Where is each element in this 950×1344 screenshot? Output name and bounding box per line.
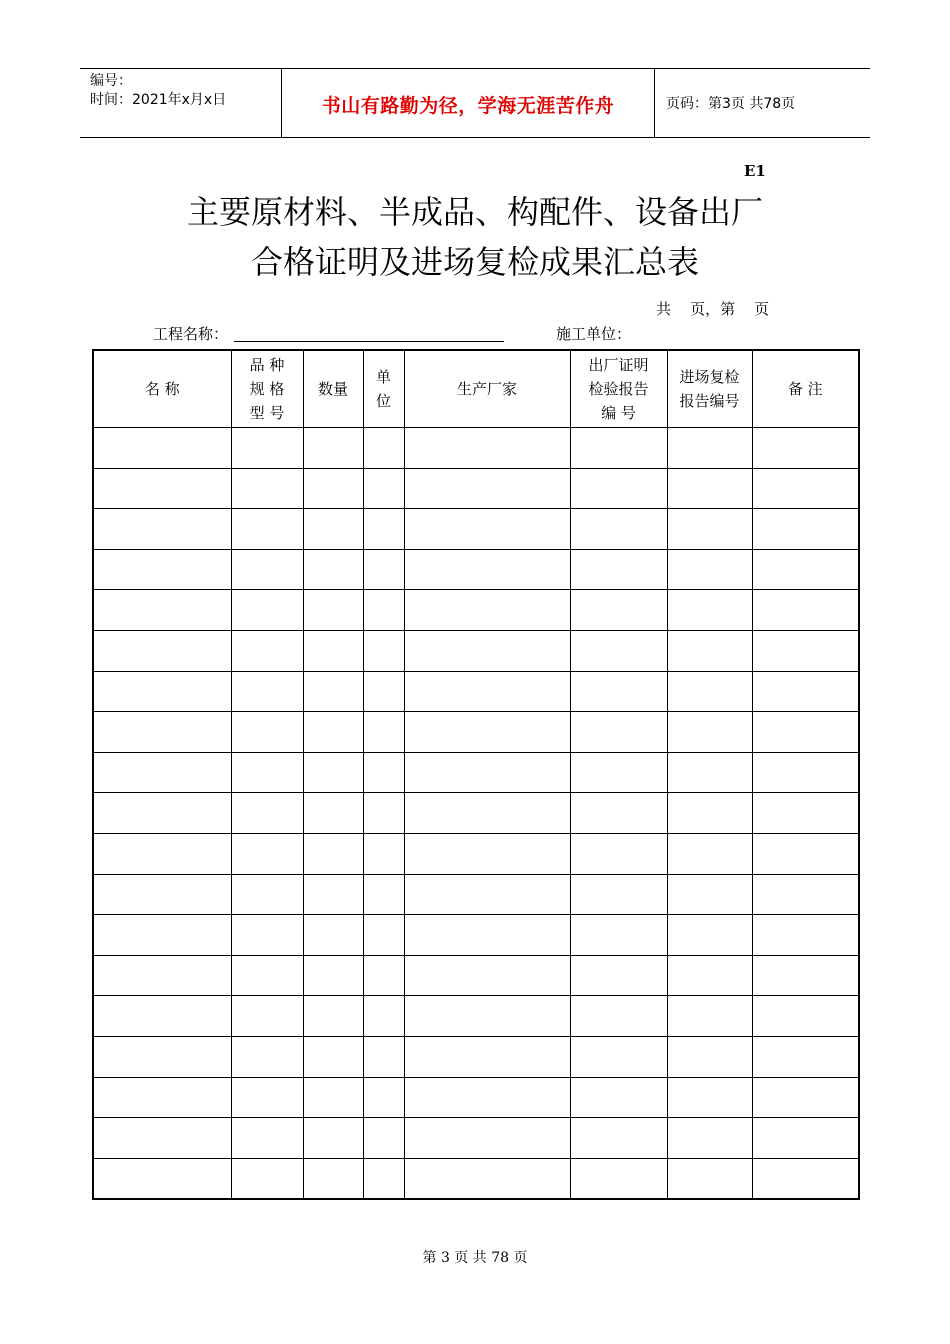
table-cell[interactable] (570, 793, 667, 834)
table-cell[interactable] (93, 630, 231, 671)
table-cell[interactable] (667, 996, 752, 1037)
table-cell[interactable] (93, 428, 231, 469)
header-page-info: 页码：第3页 共78页 (666, 96, 796, 112)
table-cell[interactable] (752, 874, 859, 915)
column-header-text: 备 注 (787, 380, 823, 398)
table-cell[interactable] (303, 793, 363, 834)
table-cell[interactable] (363, 833, 404, 874)
table-cell[interactable] (231, 630, 303, 671)
table-cell[interactable] (303, 1158, 363, 1199)
contractor-label: 施工单位： (556, 325, 632, 343)
table-row (93, 1158, 859, 1199)
table-row (93, 752, 859, 793)
table-cell[interactable] (303, 1036, 363, 1077)
table-cell[interactable] (404, 549, 570, 590)
form-title-line-1: 主要原材料、半成品、构配件、设备出厂 (186, 193, 763, 231)
table-cell[interactable] (303, 428, 363, 469)
table-cell[interactable] (570, 955, 667, 996)
document-header (80, 68, 870, 138)
table-cell[interactable] (93, 833, 231, 874)
table-cell[interactable] (303, 915, 363, 956)
table-cell[interactable] (231, 752, 303, 793)
table-cell[interactable] (667, 874, 752, 915)
table-cell[interactable] (93, 712, 231, 753)
table-cell[interactable] (363, 915, 404, 956)
table-cell[interactable] (363, 1118, 404, 1159)
table-cell[interactable] (570, 590, 667, 631)
table-row (93, 509, 859, 550)
table-row (93, 1118, 859, 1159)
table-cell[interactable] (752, 509, 859, 550)
table-cell[interactable] (363, 468, 404, 509)
table-cell[interactable] (363, 874, 404, 915)
table-cell[interactable] (363, 996, 404, 1037)
column-header-text: 检验报告 (588, 380, 649, 398)
table-cell[interactable] (667, 712, 752, 753)
column-header-text: 编 号 (601, 404, 636, 422)
column-header (752, 350, 859, 428)
table-cell[interactable] (752, 955, 859, 996)
column-header-text: 型 号 (249, 404, 285, 422)
table-cell[interactable] (752, 549, 859, 590)
table-cell[interactable] (667, 833, 752, 874)
table-cell[interactable] (363, 630, 404, 671)
table-cell[interactable] (303, 509, 363, 550)
table-cell[interactable] (363, 1158, 404, 1199)
table-row (93, 630, 859, 671)
table-cell[interactable] (231, 590, 303, 631)
table-cell[interactable] (570, 1118, 667, 1159)
table-cell[interactable] (404, 509, 570, 550)
table-cell[interactable] (93, 509, 231, 550)
table-cell[interactable] (752, 833, 859, 874)
table-cell[interactable] (93, 955, 231, 996)
table-cell[interactable] (231, 996, 303, 1037)
header-divider (654, 69, 655, 137)
table-cell[interactable] (570, 915, 667, 956)
table-cell[interactable] (404, 996, 570, 1037)
table-cell[interactable] (231, 671, 303, 712)
table-cell[interactable] (667, 752, 752, 793)
table-cell[interactable] (570, 671, 667, 712)
table-row (93, 996, 859, 1037)
table-row (93, 468, 859, 509)
table-cell[interactable] (752, 1036, 859, 1077)
table-cell[interactable] (570, 996, 667, 1037)
table-row (93, 1036, 859, 1077)
table-cell[interactable] (667, 549, 752, 590)
table-cell[interactable] (93, 468, 231, 509)
table-cell[interactable] (231, 1077, 303, 1118)
table-cell[interactable] (303, 833, 363, 874)
table-cell[interactable] (404, 955, 570, 996)
table-cell[interactable] (231, 468, 303, 509)
table-cell[interactable] (667, 509, 752, 550)
table-cell[interactable] (363, 712, 404, 753)
table-cell[interactable] (93, 1118, 231, 1159)
column-header-text: 规 格 (249, 380, 285, 398)
table-cell[interactable] (667, 428, 752, 469)
table-cell[interactable] (404, 874, 570, 915)
table-cell[interactable] (570, 1077, 667, 1118)
column-header (404, 350, 570, 428)
table-cell[interactable] (231, 874, 303, 915)
table-cell[interactable] (231, 793, 303, 834)
table-cell[interactable] (667, 671, 752, 712)
table-cell[interactable] (231, 955, 303, 996)
column-header-text: 出厂证明 (588, 356, 649, 374)
table-cell[interactable] (93, 549, 231, 590)
table-cell[interactable] (231, 428, 303, 469)
form-title-line-2: 合格证明及进场复检成果汇总表 (250, 243, 699, 281)
project-name-label: 工程名称： (153, 325, 229, 343)
table-row (93, 428, 859, 469)
materials-summary-table (92, 349, 860, 1200)
table-cell[interactable] (752, 590, 859, 631)
table-cell[interactable] (570, 712, 667, 753)
table-cell[interactable] (231, 509, 303, 550)
column-header-text: 进场复检 (679, 368, 740, 386)
table-cell[interactable] (404, 712, 570, 753)
table-cell[interactable] (93, 671, 231, 712)
table-cell[interactable] (752, 428, 859, 469)
table-cell[interactable] (667, 590, 752, 631)
table-cell[interactable] (667, 1158, 752, 1199)
table-cell[interactable] (570, 549, 667, 590)
column-header-text: 报告编号 (679, 392, 740, 410)
table-cell[interactable] (404, 1118, 570, 1159)
table-cell[interactable] (93, 996, 231, 1037)
table-cell[interactable] (667, 955, 752, 996)
table-cell[interactable] (303, 1077, 363, 1118)
form-code: E1 (744, 162, 766, 180)
table-cell[interactable] (231, 915, 303, 956)
table-cell[interactable] (93, 752, 231, 793)
table-row (93, 1077, 859, 1118)
table-cell[interactable] (363, 752, 404, 793)
column-header (231, 350, 303, 428)
table-cell[interactable] (303, 630, 363, 671)
table-cell[interactable] (667, 468, 752, 509)
table-cell[interactable] (404, 1158, 570, 1199)
table-cell[interactable] (404, 1077, 570, 1118)
table-cell[interactable] (303, 752, 363, 793)
table-cell[interactable] (231, 549, 303, 590)
table-cell[interactable] (752, 712, 859, 753)
table-row (93, 549, 859, 590)
table-cell[interactable] (752, 1158, 859, 1199)
table-cell[interactable] (667, 915, 752, 956)
table-cell[interactable] (231, 1158, 303, 1199)
table-cell[interactable] (570, 1158, 667, 1199)
table-cell[interactable] (404, 428, 570, 469)
table-cell[interactable] (93, 915, 231, 956)
table-cell[interactable] (570, 1036, 667, 1077)
table-cell[interactable] (570, 833, 667, 874)
table-cell[interactable] (231, 1118, 303, 1159)
table-cell[interactable] (363, 509, 404, 550)
table-cell[interactable] (752, 752, 859, 793)
project-name-fill-line (234, 341, 504, 342)
table-body (93, 428, 859, 1200)
table-row (93, 712, 859, 753)
column-header-text: 生产厂家 (456, 380, 517, 398)
table-cell[interactable] (93, 1036, 231, 1077)
table-cell[interactable] (667, 630, 752, 671)
column-header-text: 名 称 (144, 380, 180, 398)
column-header (363, 350, 404, 428)
column-header (93, 350, 231, 428)
table-cell[interactable] (303, 468, 363, 509)
table-cell[interactable] (667, 793, 752, 834)
table-cell[interactable] (667, 1077, 752, 1118)
table-cell[interactable] (570, 874, 667, 915)
table-cell[interactable] (404, 1036, 570, 1077)
table-cell[interactable] (752, 793, 859, 834)
table-cell[interactable] (404, 915, 570, 956)
column-header-text: 品 种 (249, 356, 285, 374)
time-label: 时间：2021年x月x日 (90, 92, 227, 108)
table-row (93, 590, 859, 631)
column-header-text: 位 (375, 392, 391, 410)
table-cell[interactable] (363, 793, 404, 834)
table-cell[interactable] (363, 428, 404, 469)
table-cell[interactable] (404, 590, 570, 631)
table-cell[interactable] (93, 1158, 231, 1199)
table-cell[interactable] (231, 712, 303, 753)
table-cell[interactable] (231, 1036, 303, 1077)
table-cell[interactable] (231, 833, 303, 874)
table-cell[interactable] (570, 752, 667, 793)
table-cell[interactable] (752, 630, 859, 671)
column-header (667, 350, 752, 428)
table-cell[interactable] (303, 955, 363, 996)
column-header-text: 单 (375, 368, 391, 386)
table-cell[interactable] (93, 874, 231, 915)
table-cell[interactable] (570, 509, 667, 550)
table-cell[interactable] (363, 549, 404, 590)
table-cell[interactable] (404, 468, 570, 509)
table-cell[interactable] (363, 1036, 404, 1077)
table-cell[interactable] (667, 1036, 752, 1077)
column-header (570, 350, 667, 428)
table-cell[interactable] (404, 752, 570, 793)
table-cell[interactable] (303, 671, 363, 712)
table-cell[interactable] (752, 915, 859, 956)
header-meta (90, 72, 226, 110)
table-cell[interactable] (363, 590, 404, 631)
table-cell[interactable] (752, 1118, 859, 1159)
table-cell[interactable] (303, 712, 363, 753)
column-header (303, 350, 363, 428)
table-cell[interactable] (363, 1077, 404, 1118)
table-cell[interactable] (570, 630, 667, 671)
table-cell[interactable] (752, 1077, 859, 1118)
table-cell[interactable] (570, 428, 667, 469)
table-cell[interactable] (303, 1118, 363, 1159)
table-cell[interactable] (363, 671, 404, 712)
table-cell[interactable] (363, 955, 404, 996)
table-row (93, 833, 859, 874)
page-count-field: 共 页，第 页 (656, 300, 770, 318)
table-cell[interactable] (570, 468, 667, 509)
table-cell[interactable] (404, 793, 570, 834)
table-cell[interactable] (93, 590, 231, 631)
table-cell[interactable] (404, 630, 570, 671)
table-cell[interactable] (667, 1118, 752, 1159)
table-row (93, 915, 859, 956)
table-cell[interactable] (404, 671, 570, 712)
table-cell[interactable] (93, 793, 231, 834)
table-row (93, 671, 859, 712)
table-row (93, 793, 859, 834)
table-cell[interactable] (303, 590, 363, 631)
column-header-text: 数量 (317, 380, 348, 398)
table-row (93, 955, 859, 996)
page-footer: 第 3 页 共 78 页 (422, 1250, 528, 1266)
table-cell[interactable] (303, 549, 363, 590)
table-cell[interactable] (752, 468, 859, 509)
table-row (93, 874, 859, 915)
motto-text: 书山有路勤为径，学海无涯苦作舟 (321, 95, 615, 117)
table-cell[interactable] (752, 671, 859, 712)
table-cell[interactable] (303, 874, 363, 915)
table-cell[interactable] (404, 833, 570, 874)
table-header-row (93, 350, 859, 428)
table-cell[interactable] (752, 996, 859, 1037)
table-cell[interactable] (303, 996, 363, 1037)
serial-number-label: 编号： (90, 73, 132, 89)
table-cell[interactable] (93, 1077, 231, 1118)
